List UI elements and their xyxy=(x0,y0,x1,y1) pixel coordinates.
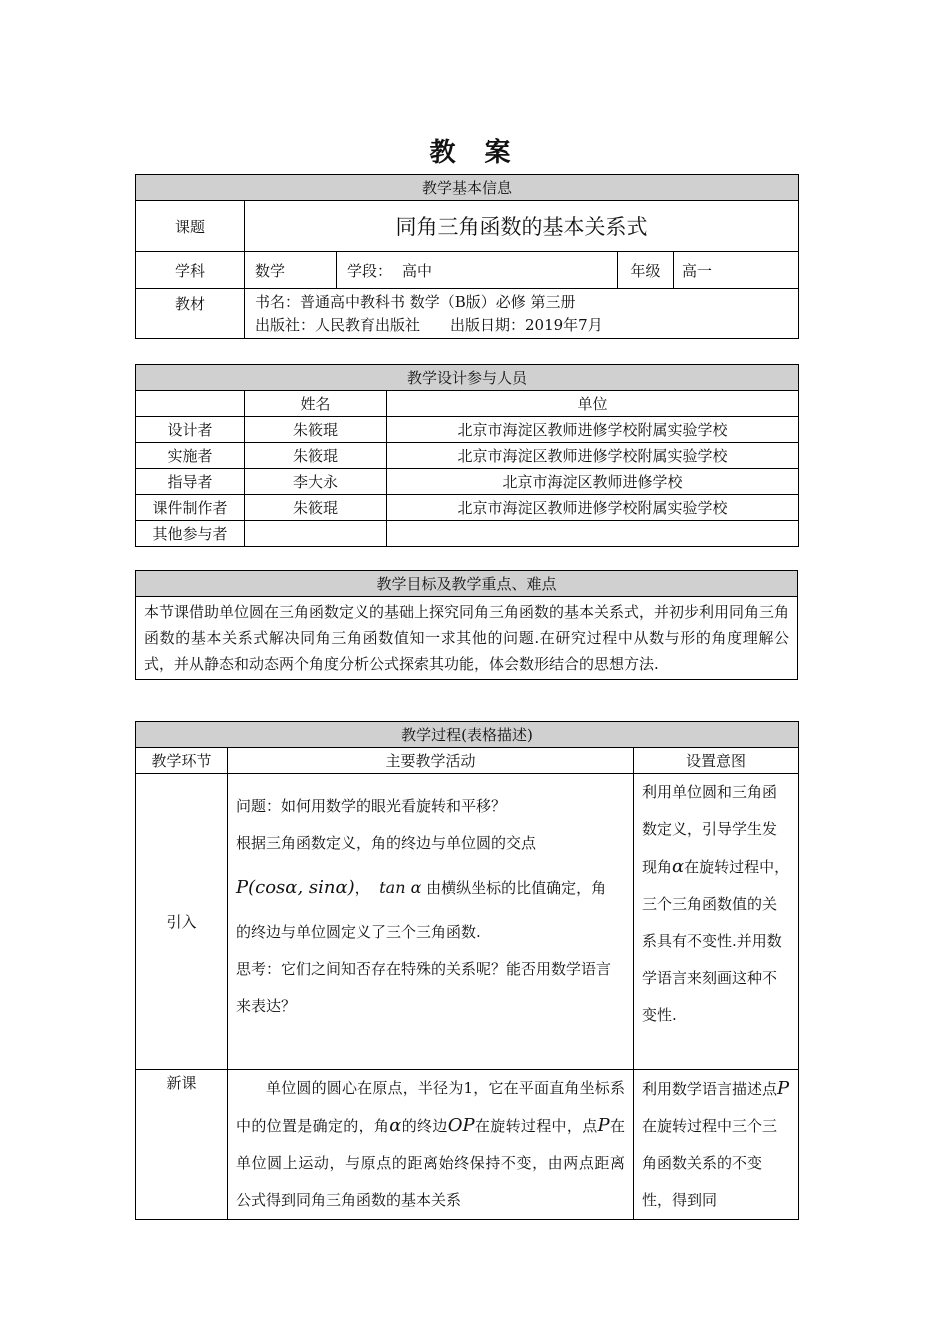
intro-definition: 根据三角函数定义，角的终边与单位圆的交点 xyxy=(236,834,537,852)
participants-corner xyxy=(136,391,245,417)
role-cell: 指导者 xyxy=(136,469,245,495)
newlesson-text-4: 在单位圆上运动，与原点的距离始终保持不变，由两点距离公式得到同角三角函数的基本关系 xyxy=(236,1117,625,1209)
intro-formula-line xyxy=(236,862,625,914)
stage-cell xyxy=(337,252,618,289)
textbook-info xyxy=(245,289,799,339)
textbook-label: 教材 xyxy=(136,289,245,339)
op-symbol: OP xyxy=(447,1115,475,1136)
newlesson-intent xyxy=(634,1070,799,1220)
basic-info-table xyxy=(135,174,799,339)
unit-cell: 北京市海淀区教师进修学校附属实验学校 xyxy=(387,495,799,521)
alpha-symbol: α xyxy=(389,1115,402,1136)
p-symbol: P xyxy=(777,1078,790,1099)
name-cell: 朱筱琨 xyxy=(245,417,387,443)
table-row xyxy=(136,469,799,495)
newlesson-intent-b: 在旋转过程中三个三角函数关系的不变性，得到同 xyxy=(642,1117,778,1209)
process-table xyxy=(135,721,799,1220)
table-row xyxy=(136,495,799,521)
newlesson-row xyxy=(136,1070,799,1220)
newlesson-intent-a: 利用数学语言描述点 xyxy=(642,1080,778,1098)
stage-value: 高中 xyxy=(402,261,433,280)
intro-think: 思考：它们之间知否存在特殊的关系呢？能否用数学语言来表达？ xyxy=(236,960,612,1015)
alpha-symbol: α xyxy=(672,856,685,877)
name-cell xyxy=(245,521,387,547)
unit-cell: 北京市海淀区教师进修学校 xyxy=(387,469,799,495)
participants-header: 教学设计参与人员 xyxy=(136,365,799,391)
textbook-line-1: 书名：普通高中教科书 数学（B版）必修 第三册 xyxy=(255,292,576,311)
intro-stage: 引入 xyxy=(136,774,228,1070)
intro-ratio-text: 由横纵坐标的比值确定，角 xyxy=(426,879,607,897)
objectives-header: 教学目标及教学重点、难点 xyxy=(136,571,798,597)
name-cell: 李大永 xyxy=(245,469,387,495)
name-cell: 朱筱琨 xyxy=(245,495,387,521)
col-stage: 教学环节 xyxy=(136,748,228,774)
basic-info-header: 教学基本信息 xyxy=(136,175,799,201)
newlesson-text-1: 单位圆的圆心在原点，半径为1，它在平面直角坐标系中的位置是确定的，角 xyxy=(236,1079,625,1135)
table-row xyxy=(136,443,799,469)
intro-intent xyxy=(634,774,799,1070)
role-cell: 课件制作者 xyxy=(136,495,245,521)
participants-table xyxy=(135,364,799,547)
textbook-line-2: 出版社：人民教育出版社 出版日期：2019年7月 xyxy=(255,315,603,334)
subject-label: 学科 xyxy=(136,252,245,289)
col-unit: 单位 xyxy=(387,391,799,417)
newlesson-text-2: 的终边 xyxy=(401,1117,448,1135)
role-cell: 实施者 xyxy=(136,443,245,469)
objectives-table xyxy=(135,570,798,680)
table-row xyxy=(136,417,799,443)
document-title: 教 案 xyxy=(429,138,521,168)
intro-intent-text-a: 利用单位圆和三角函数定义，引导学生发现角 xyxy=(642,783,778,876)
newlesson-text-3: 在旋转过程中，点 xyxy=(474,1117,598,1135)
point-formula: P(cosα, sinα) xyxy=(236,877,355,898)
col-name: 姓名 xyxy=(245,391,387,417)
p-symbol: P xyxy=(597,1115,610,1136)
role-cell: 设计者 xyxy=(136,417,245,443)
topic-label: 课题 xyxy=(136,201,245,252)
intro-row xyxy=(136,774,799,1070)
intro-question: 问题：如何用数学的眼光看旋转和平移？ xyxy=(236,797,507,815)
objectives-text: 本节课借助单位圆在三角函数定义的基础上探究同角三角函数的基本关系式，并初步利用同角三角函数的基本关系式解决同角三角函数值知一求其他的问题.在研究过程中从数与形的角度理解公式，并从静态和动态两个角度分析公式探索其功能，体会数形结合的思想方法. xyxy=(136,597,798,680)
subject-value: 数学 xyxy=(245,252,337,289)
name-cell: 朱筱琨 xyxy=(245,443,387,469)
newlesson-stage: 新课 xyxy=(136,1070,228,1220)
table-row xyxy=(136,521,799,547)
intro-three-functions: 的终边与单位圆定义了三个三角函数. xyxy=(236,923,481,941)
unit-cell: 北京市海淀区教师进修学校附属实验学校 xyxy=(387,417,799,443)
role-cell: 其他参与者 xyxy=(136,521,245,547)
grade-value: 高一 xyxy=(674,252,799,289)
stage-label: 学段： xyxy=(347,261,393,280)
intro-intent-text-b: 在旋转过程中，三个三角函数值的关系具有不变性.并用数学语言来刻画这种不变性. xyxy=(642,858,790,1024)
col-intent: 设置意图 xyxy=(634,748,799,774)
col-activity: 主要教学活动 xyxy=(228,748,634,774)
grade-label: 年级 xyxy=(618,252,674,289)
unit-cell xyxy=(387,521,799,547)
intro-activity xyxy=(228,774,634,1070)
topic-value: 同角三角函数的基本关系式 xyxy=(245,201,799,252)
unit-cell: 北京市海淀区教师进修学校附属实验学校 xyxy=(387,443,799,469)
newlesson-activity xyxy=(228,1070,634,1220)
tan-formula: tan α xyxy=(379,878,422,897)
formula-separator: ， xyxy=(354,879,370,897)
process-header: 教学过程(表格描述) xyxy=(136,722,799,748)
